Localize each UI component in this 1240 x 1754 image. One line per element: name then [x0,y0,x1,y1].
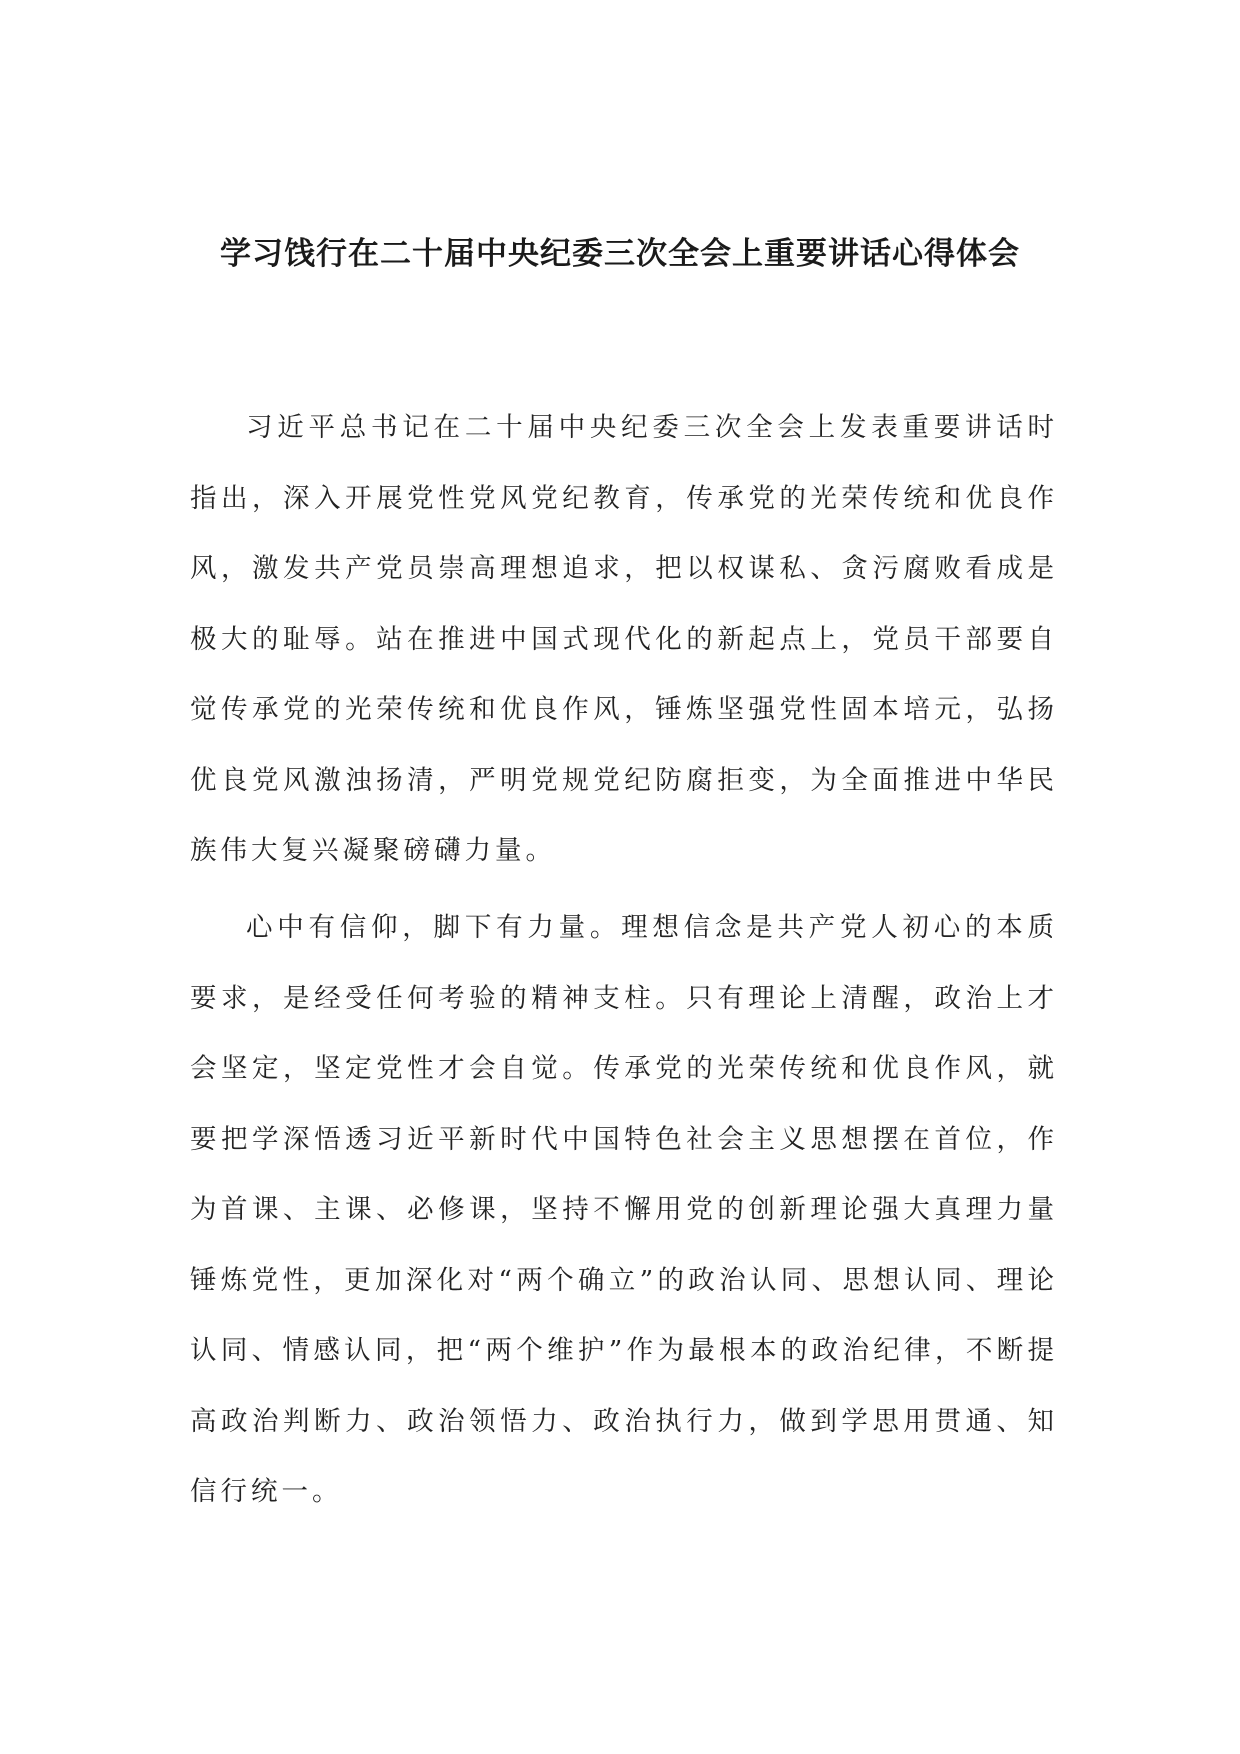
body-paragraph-1: 习近平总书记在二十届中央纪委三次全会上发表重要讲话时指出，深入开展党性党风党纪教育，传承党的光荣传统和优良作风，激发共产党员崇高理想追求，把以权谋私、贪污腐败看成是极大的耻辱。站在推进中国式现代化的新起点上，党员干部要自觉传承党的光荣传统和优良作风，锤炼坚强党性固本培元，弘扬优良党风激浊扬清，严明党规党纪防腐拒变，为全面推进中华民族伟大复兴凝聚磅礴力量。 [190,412,1058,866]
document-title: 学习饯行在二十届中央纪委三次全会上重要讲话心得体会 [220,236,1020,272]
body-paragraph-2: 心中有信仰，脚下有力量。理想信念是共产党人初心的本质要求，是经受任何考验的精神支柱。只有理论上清醒，政治上才会坚定，坚定党性才会自觉。传承党的光荣传统和优良作风，就要把学深悟透习近平新时代中国特色社会主义思想摆在首位，作为首课、主课、必修课，坚持不懈用党的创新理论强大真理力量锤炼党性，更加深化对“两个确立”的政治认同、思想认同、理论认同、情感认同，把“两个维护”作为最根本的政治纪律，不断提高政治判断力、政治领悟力、政治执行力，做到学思用贯通、知信行统一。 [190,912,1058,1507]
